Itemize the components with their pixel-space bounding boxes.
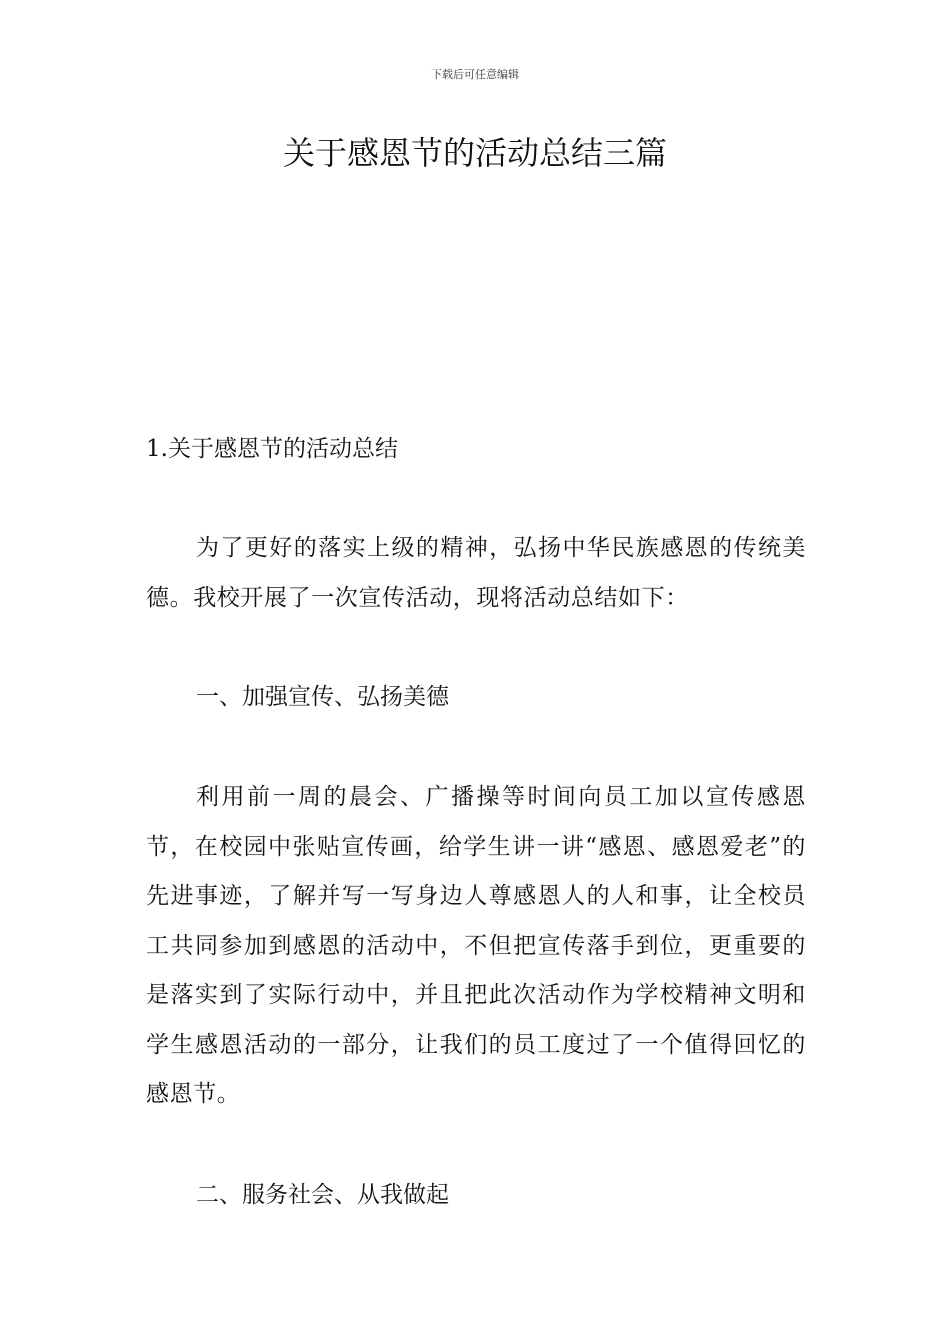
header-note: 下载后可任意编辑: [431, 68, 519, 81]
paragraph-intro: 为了更好的落实上级的精神，弘扬中华民族感恩的传统美德。我校开展了一次宣传活动，现将活动总结如下：: [146, 535, 806, 611]
paragraph-promotion: 利用前一周的晨会、广播操等时间向员工加以宣传感恩节，在校园中张贴宣传画，给学生讲一讲“感恩、感恩爱老”的先进事迹，了解并写一写身边人尊感恩人的人和事，让全校员工共同参加到感恩的活动中，不但把宣传落手到位，更重要的是落实到了实际行动中，并且把此次活动作为学校精神文明和学生感恩活动的一部分，让我们的员工度过了一个值得回忆的感恩节。: [146, 784, 806, 1107]
subheading-service: 二、服务社会、从我做起: [196, 1182, 449, 1208]
document-title: 关于感恩节的活动总结三篇: [282, 134, 667, 172]
section-heading: 1.关于感恩节的活动总结: [146, 436, 398, 462]
subheading-promotion: 一、加强宣传、弘扬美德: [196, 684, 449, 710]
